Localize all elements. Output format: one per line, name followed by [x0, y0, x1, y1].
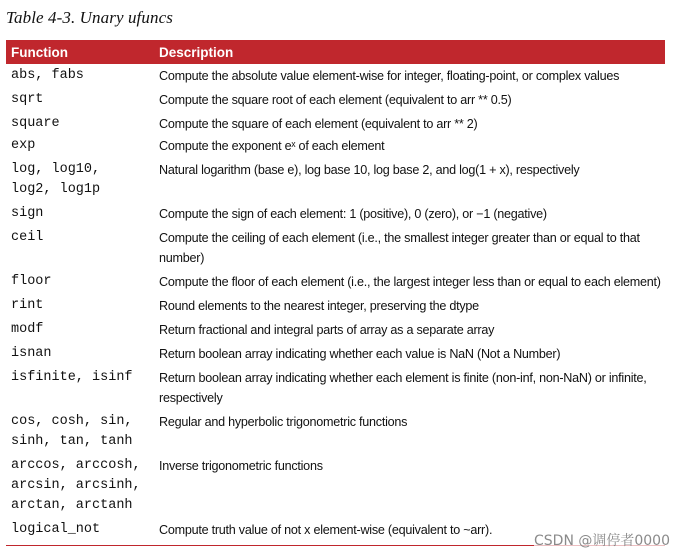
function-cell: sign [11, 206, 44, 221]
function-cell: isnan [11, 346, 52, 361]
table-row [6, 134, 665, 158]
function-cell: floor [11, 274, 52, 289]
description-cell: Inverse trigonometric functions [159, 459, 323, 473]
description-cell: Compute the sign of each element: 1 (positive), 0 (zero), or −1 (negative) [159, 207, 547, 221]
description-cell: Compute the square of each element (equivalent to arr ** 2) [159, 117, 478, 131]
table-row [6, 88, 665, 112]
table-row [6, 318, 665, 342]
function-cell: isfinite, isinf [11, 370, 133, 385]
description-cell: Return boolean array indicating whether each element is finite (non-inf, non-NaN) or infinite, respectively [159, 371, 647, 405]
ufunc-table [6, 40, 665, 542]
table-caption: Table 4-3. Unary ufuncs [6, 8, 173, 27]
table-row [6, 270, 665, 294]
description-cell: Compute the absolute value element-wise for integer, floating-point, or complex values [159, 69, 620, 83]
function-cell: arccos, arccosh, arcsin, arcsinh, arctan, arctanh [11, 458, 141, 513]
function-cell: cos, cosh, sin, sinh, tan, tanh [11, 414, 133, 449]
table-row [6, 226, 665, 270]
description-cell: Return boolean array indicating whether each value is NaN (Not a Number) [159, 347, 561, 361]
function-cell: log, log10, log2, log1p [11, 162, 101, 197]
table-row [6, 366, 665, 410]
description-cell: Round elements to the nearest integer, preserving the dtype [159, 299, 479, 313]
function-cell: rint [11, 298, 44, 313]
description-cell: Compute truth value of not x element-wise (equivalent to ~arr). [159, 523, 493, 537]
function-cell: square [11, 116, 60, 131]
table-row [6, 158, 665, 202]
function-cell: logical_not [11, 522, 101, 537]
description-cell: Compute the floor of each element (i.e., the largest integer less than or equal to each element) [159, 275, 661, 289]
table-row [6, 454, 665, 518]
table-row [6, 112, 665, 134]
table-body [6, 64, 665, 542]
table-row [6, 410, 665, 454]
function-cell: exp [11, 138, 36, 153]
table-row [6, 64, 665, 88]
description-cell: Regular and hyperbolic trigonometric functions [159, 415, 408, 429]
table-row [6, 202, 665, 226]
function-cell: abs, fabs [11, 68, 84, 83]
header-function: Function [11, 44, 68, 60]
description-cell: Natural logarithm (base e), log base 10, log base 2, and log(1 + x), respectively [159, 163, 580, 177]
description-cell: Return fractional and integral parts of array as a separate array [159, 323, 495, 337]
function-cell: ceil [11, 230, 44, 245]
watermark: CSDN @调停者0000 [534, 530, 670, 550]
table-row [6, 342, 665, 366]
description-cell: Compute the square root of each element (equivalent to arr ** 0.5) [159, 93, 512, 107]
function-cell: modf [11, 322, 44, 337]
header-description: Description [159, 44, 234, 60]
table-header [6, 40, 665, 64]
function-cell: sqrt [11, 92, 44, 107]
table-row [6, 294, 665, 318]
description-cell: Compute the ceiling of each element (i.e., the smallest integer greater than or equal to that number) [159, 231, 640, 265]
description-cell: Compute the exponent eˣ of each element [159, 139, 385, 153]
